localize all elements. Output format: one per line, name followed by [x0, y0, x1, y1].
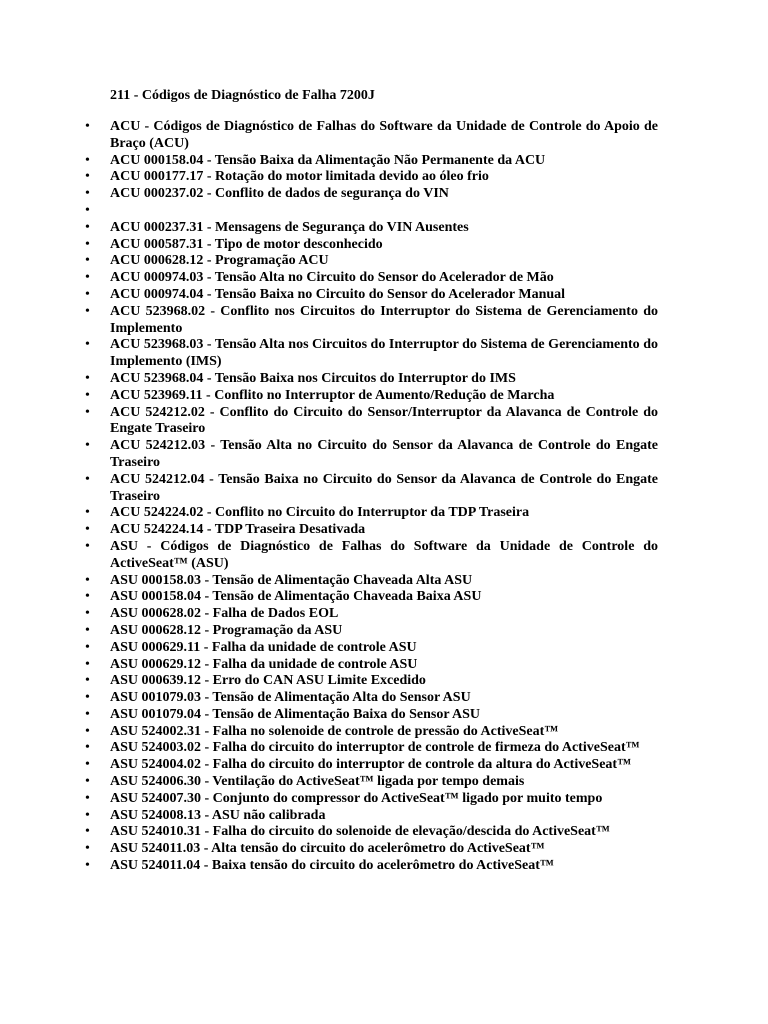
list-item: • ASU 000158.04 - Tensão de Alimentação Chaveada Baixa ASU	[110, 589, 658, 606]
list-item: • ASU 000628.12 - Programação da ASU	[110, 623, 658, 640]
list-item: • ASU 524003.02 - Falha do circuito do interruptor de controle de firmeza do ActiveSeat™	[110, 740, 658, 757]
list-item: • ASU 000158.03 - Tensão de Alimentação Chaveada Alta ASU	[110, 573, 658, 590]
list-item: • ASU 524010.31 - Falha do circuito do solenoide de elevação/descida do ActiveSeat™	[110, 824, 658, 841]
list-item: • ACU 000158.04 - Tensão Baixa da Alimentação Não Permanente da ACU	[110, 153, 658, 170]
list-item	[110, 203, 658, 220]
list-item: • ACU 000237.31 - Mensagens de Segurança do VIN Ausentes	[110, 220, 658, 237]
list-item: • ASU 524008.13 - ASU não calibrada	[110, 808, 658, 825]
list-item: • ASU 524011.04 - Baixa tensão do circuito do acelerômetro do ActiveSeat™	[110, 858, 658, 875]
list-item: • ASU 524006.30 - Ventilação do ActiveSeat™ ligada por tempo demais	[110, 774, 658, 791]
list-item: • ACU 000177.17 - Rotação do motor limitada devido ao óleo frio	[110, 169, 658, 186]
list-item: • ASU 524002.31 - Falha no solenoide de controle de pressão do ActiveSeat™	[110, 724, 658, 741]
list-item: • ASU 524011.03 - Alta tensão do circuito do acelerômetro do ActiveSeat™	[110, 841, 658, 858]
list-item: • ACU 000628.12 - Programação ACU	[110, 253, 658, 270]
list-item: • ASU 000639.12 - Erro do CAN ASU Limite Excedido	[110, 673, 658, 690]
list-item: • ACU 523968.04 - Tensão Baixa nos Circuitos do Interruptor do IMS	[110, 371, 658, 388]
list-item: • ASU 001079.04 - Tensão de Alimentação Baixa do Sensor ASU	[110, 707, 658, 724]
page-title: 211 - Códigos de Diagnóstico de Falha 7200J	[110, 88, 375, 103]
diagnostic-code-list	[110, 119, 658, 875]
list-item: • ACU 523969.11 - Conflito no Interruptor de Aumento/Redução de Marcha	[110, 388, 658, 405]
list-item: • ASU 000629.12 - Falha da unidade de controle ASU	[110, 657, 658, 674]
list-item: • ACU 523968.03 - Tensão Alta nos Circuitos do Interruptor do Sistema de Gerenciamento do Implemento (IMS)	[110, 337, 658, 371]
list-item: • ACU 000974.04 - Tensão Baixa no Circuito do Sensor do Acelerador Manual	[110, 287, 658, 304]
list-item: • ASU 524007.30 - Conjunto do compressor do ActiveSeat™ ligado por muito tempo	[110, 791, 658, 808]
list-item: • ACU 524224.02 - Conflito no Circuito do Interruptor da TDP Traseira	[110, 505, 658, 522]
list-item: • ACU 524212.02 - Conflito do Circuito do Sensor/Interruptor da Alavanca de Controle do Engate Traseiro	[110, 405, 658, 439]
list-item: • ASU 000629.11 - Falha da unidade de controle ASU	[110, 640, 658, 657]
list-item: • ASU 524004.02 - Falha do circuito do interruptor de controle da altura do ActiveSeat™	[110, 757, 658, 774]
list-item: • ACU 524212.04 - Tensão Baixa no Circuito do Sensor da Alavanca de Controle do Engate Traseiro	[110, 472, 658, 506]
list-item: • ACU 524212.03 - Tensão Alta no Circuito do Sensor da Alavanca de Controle do Engate Traseiro	[110, 438, 658, 472]
list-item: • ASU 000628.02 - Falha de Dados EOL	[110, 606, 658, 623]
list-item: • ASU 001079.03 - Tensão de Alimentação Alta do Sensor ASU	[110, 690, 658, 707]
list-item: • ACU - Códigos de Diagnóstico de Falhas do Software da Unidade de Controle do Apoio de Braço (ACU)	[110, 119, 658, 153]
list-item: • ACU 000587.31 - Tipo de motor desconhecido	[110, 237, 658, 254]
list-item: • ASU - Códigos de Diagnóstico de Falhas do Software da Unidade de Controle do ActiveSeat™ (ASU)	[110, 539, 658, 573]
list-item: • ACU 523968.02 - Conflito nos Circuitos do Interruptor do Sistema de Gerenciamento do Implemento	[110, 304, 658, 338]
list-item: • ACU 000237.02 - Conflito de dados de segurança do VIN	[110, 186, 658, 203]
list-item: • ACU 524224.14 - TDP Traseira Desativada	[110, 522, 658, 539]
list-item: • ACU 000974.03 - Tensão Alta no Circuito do Sensor do Acelerador de Mão	[110, 270, 658, 287]
